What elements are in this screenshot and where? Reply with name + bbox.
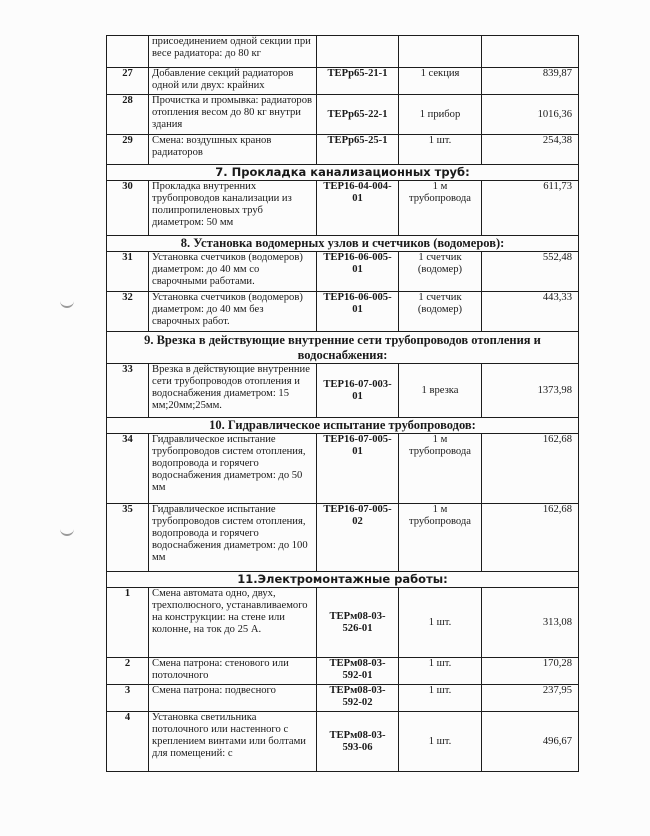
work-description: Гидравлическое испытание трубопроводов систем отопления, водопровода и горячего водоснабжения диаметром: до 50 мм — [149, 434, 317, 504]
measure-unit: 1 м трубопровода — [399, 504, 482, 572]
rate-code: ТЕР16-06-005-01 — [317, 292, 399, 332]
section-title: 7. Прокладка канализационных труб: — [107, 165, 579, 181]
rate-code: ТЕРм08-03-593-06 — [317, 712, 399, 772]
measure-unit: 1 шт. — [399, 685, 482, 712]
table-row — [107, 658, 579, 685]
section-title: 8. Установка водомерных узлов и счетчиков (водомеров): — [107, 236, 579, 252]
section-header-row — [107, 572, 579, 588]
rate-code — [317, 36, 399, 68]
measure-unit: 1 шт. — [399, 588, 482, 658]
unit-price: 443,33 — [482, 292, 579, 332]
work-description: Смена автомата одно, двух, трехполюсного, устанавливаемого на конструкции: на стене или колонне, на ток до 25 А. — [149, 588, 317, 658]
unit-price: 237,95 — [482, 685, 579, 712]
table-row — [107, 181, 579, 236]
measure-unit: 1 шт. — [399, 135, 482, 165]
unit-price: 839,87 — [482, 68, 579, 95]
rate-code: ТЕР16-07-003-01 — [317, 364, 399, 418]
section-header-row — [107, 332, 579, 364]
unit-price: 611,73 — [482, 181, 579, 236]
table-row — [107, 712, 579, 772]
work-description: Смена патрона: стенового или потолочного — [149, 658, 317, 685]
rate-code: ТЕРр65-25-1 — [317, 135, 399, 165]
work-description: Установка счетчиков (водомеров) диаметром: до 40 мм со сварочными работами. — [149, 252, 317, 292]
measure-unit: 1 м трубопровода — [399, 434, 482, 504]
work-description: Прокладка внутренних трубопроводов канализации из полипропиленовых труб диаметром: 50 мм — [149, 181, 317, 236]
rate-code: ТЕР16-04-004-01 — [317, 181, 399, 236]
unit-price: 162,68 — [482, 504, 579, 572]
table-row — [107, 68, 579, 95]
work-description: Гидравлическое испытание трубопроводов систем отопления, водопровода и горячего водоснабжения диаметром: до 100 мм — [149, 504, 317, 572]
work-description: Установка счетчиков (водомеров) диаметром: до 40 мм без сварочных работ. — [149, 292, 317, 332]
measure-unit: 1 счетчик (водомер) — [399, 252, 482, 292]
estimate-table — [106, 35, 579, 772]
row-number: 2 — [107, 658, 149, 685]
table-row — [107, 364, 579, 418]
table-row — [107, 36, 579, 68]
rate-code: ТЕР16-07-005-01 — [317, 434, 399, 504]
table-row — [107, 95, 579, 135]
row-number: 30 — [107, 181, 149, 236]
rate-code: ТЕРр65-21-1 — [317, 68, 399, 95]
row-number: 29 — [107, 135, 149, 165]
row-number: 34 — [107, 434, 149, 504]
work-description: присоединением одной секции при весе радиатора: до 80 кг — [149, 36, 317, 68]
punch-hole-mark — [60, 528, 74, 536]
section-title: 10. Гидравлическое испытание трубопроводов: — [107, 418, 579, 434]
unit-price: 313,08 — [482, 588, 579, 658]
table-row — [107, 504, 579, 572]
punch-hole-mark — [60, 300, 74, 308]
measure-unit: 1 секция — [399, 68, 482, 95]
rate-code: ТЕРм08-03-526-01 — [317, 588, 399, 658]
table-row — [107, 252, 579, 292]
work-description: Добавление секций радиаторов одной или двух: крайних — [149, 68, 317, 95]
row-number: 33 — [107, 364, 149, 418]
rate-code: ТЕРр65-22-1 — [317, 95, 399, 135]
measure-unit: 1 шт. — [399, 712, 482, 772]
rate-code: ТЕРм08-03-592-01 — [317, 658, 399, 685]
work-description: Смена патрона: подвесного — [149, 685, 317, 712]
row-number: 1 — [107, 588, 149, 658]
section-header-row — [107, 236, 579, 252]
section-header-row — [107, 165, 579, 181]
work-description: Прочистка и промывка: радиаторов отопления весом до 80 кг внутри здания — [149, 95, 317, 135]
unit-price: 1016,36 — [482, 95, 579, 135]
measure-unit: 1 м трубопровода — [399, 181, 482, 236]
row-number — [107, 36, 149, 68]
unit-price: 170,28 — [482, 658, 579, 685]
row-number: 27 — [107, 68, 149, 95]
measure-unit: 1 прибор — [399, 95, 482, 135]
table-row — [107, 588, 579, 658]
unit-price: 254,38 — [482, 135, 579, 165]
unit-price — [482, 36, 579, 68]
work-description: Врезка в действующие внутренние сети трубопроводов отопления и водоснабжения диаметром: 15 мм;20мм;25мм. — [149, 364, 317, 418]
row-number: 28 — [107, 95, 149, 135]
table-row — [107, 135, 579, 165]
table-row — [107, 434, 579, 504]
row-number: 32 — [107, 292, 149, 332]
row-number: 35 — [107, 504, 149, 572]
rate-code: ТЕР16-06-005-01 — [317, 252, 399, 292]
measure-unit: 1 шт. — [399, 658, 482, 685]
rate-code: ТЕРм08-03-592-02 — [317, 685, 399, 712]
row-number: 31 — [107, 252, 149, 292]
section-header-row — [107, 418, 579, 434]
measure-unit: 1 счетчик (водомер) — [399, 292, 482, 332]
row-number: 4 — [107, 712, 149, 772]
row-number: 3 — [107, 685, 149, 712]
rate-code: ТЕР16-07-005-02 — [317, 504, 399, 572]
measure-unit: 1 врезка — [399, 364, 482, 418]
table-row — [107, 685, 579, 712]
unit-price: 496,67 — [482, 712, 579, 772]
table-row — [107, 292, 579, 332]
measure-unit — [399, 36, 482, 68]
unit-price: 1373,98 — [482, 364, 579, 418]
unit-price: 552,48 — [482, 252, 579, 292]
work-description: Смена: воздушных кранов радиаторов — [149, 135, 317, 165]
work-description: Установка светильника потолочного или настенного с креплением винтами или болтами для помещений: с — [149, 712, 317, 772]
section-title: 9. Врезка в действующие внутренние сети трубопроводов отопления и водоснабжения: — [107, 332, 579, 364]
section-title: 11.Электромонтажные работы: — [107, 572, 579, 588]
unit-price: 162,68 — [482, 434, 579, 504]
